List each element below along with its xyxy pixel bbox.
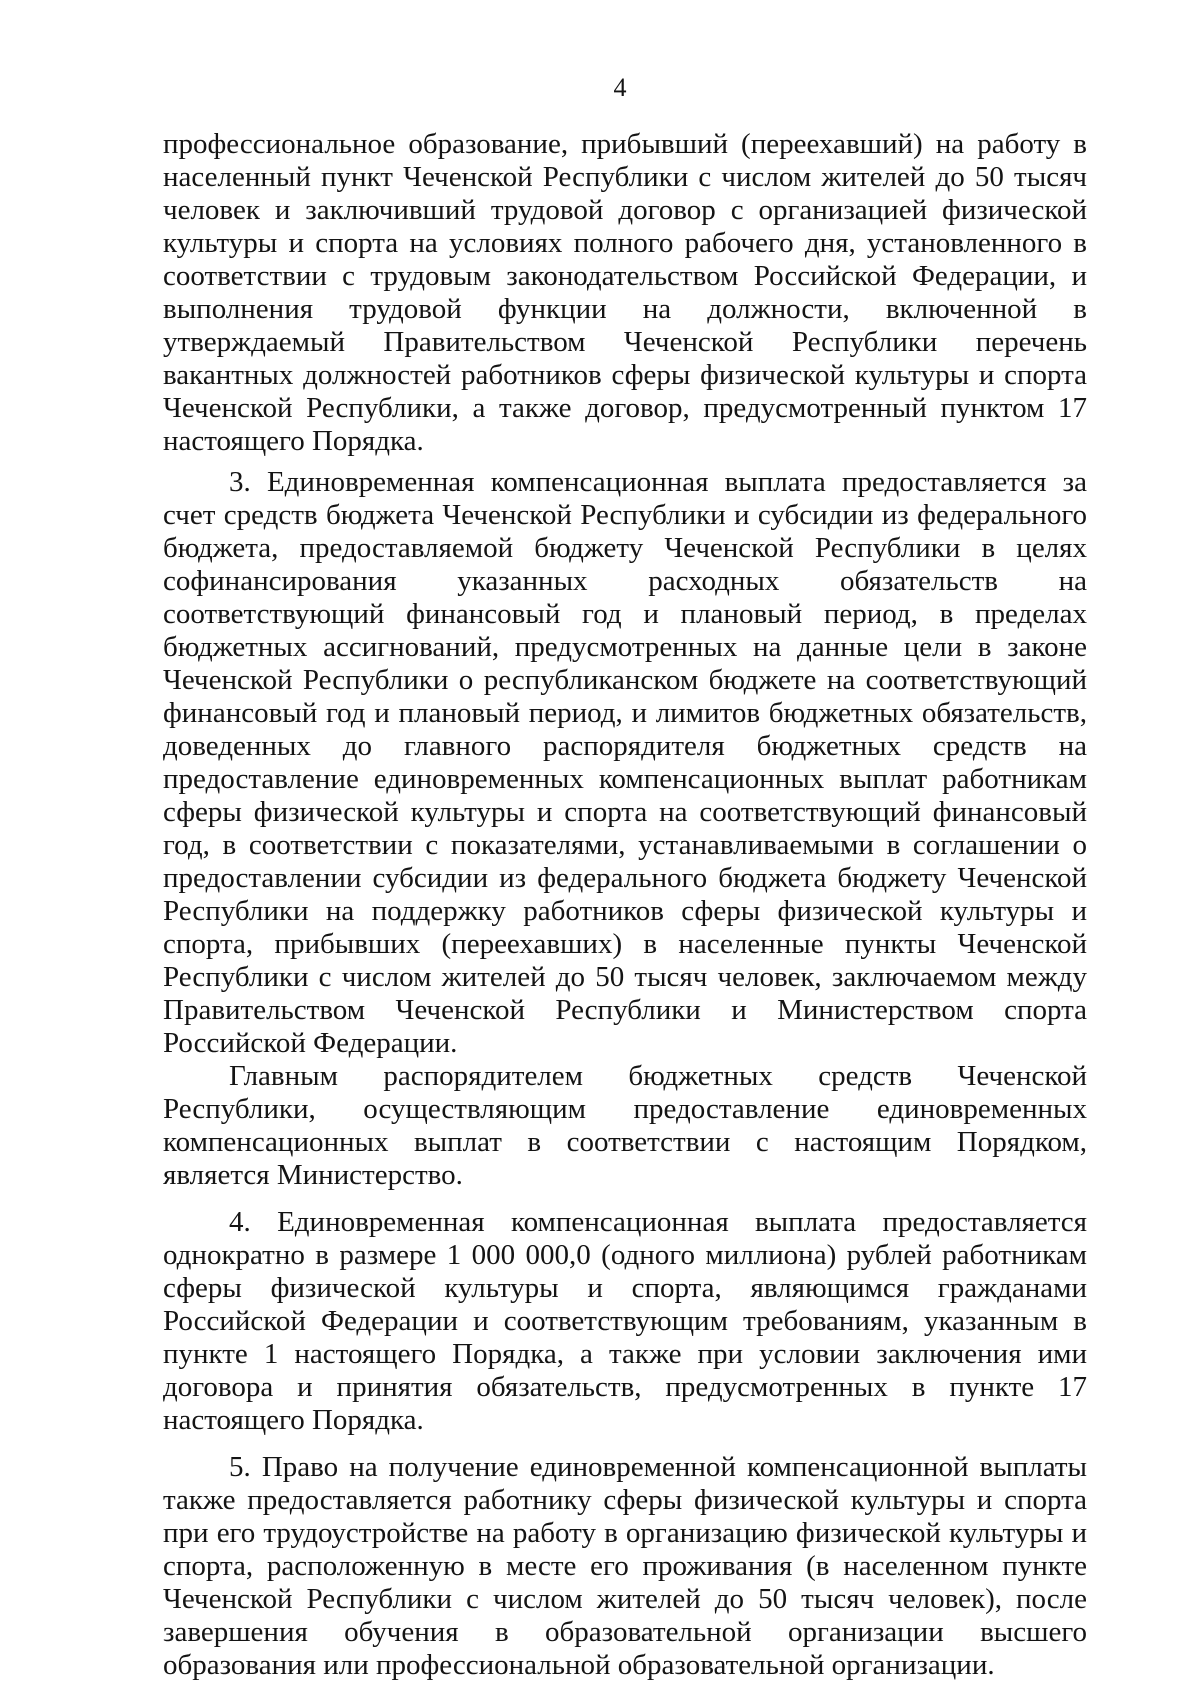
document-body — [163, 128, 1087, 1682]
page-number: 4 — [613, 73, 627, 102]
paragraph-item-5: 5. Право на получение единовременной компенсационной выплаты также предоставляется работнику сферы физической культуры и спорта при его трудоустройстве на работу в организацию физической культуры и спорта, расположенную в месте его проживания (в населенном пункте Чеченской Республики с числом жителей до 50 тысяч человек), после завершения обучения в образовательной организации высшего образования или профессиональной образовательной организации. — [163, 1451, 1087, 1681]
paragraph-chief-administrator: Главным распорядителем бюджетных средств Чеченской Республики, осуществляющим предоставление единовременных компенсационных выплат в соответствии с настоящим Порядком, является Министерство. — [163, 1060, 1087, 1191]
paragraph-item-3: 3. Единовременная компенсационная выплата предоставляется за счет средств бюджета Чеченской Республики и субсидии из федерального бюджета, предоставляемой бюджету Чеченской Республики в целях софинансирования указанных расходных обязательств на соответствующий финансовый год и плановый период, в пределах бюджетных ассигнований, предусмотренных на данные цели в законе Чеченской Республики о республиканском бюджете на соответствующий финансовый год и плановый период, и лимитов бюджетных обязательств, доведенных до главного распорядителя бюджетных средств на предоставление единовременных компенсационных выплат работникам сферы физической культуры и спорта на соответствующий финансовый год, в соответствии с показателями, устанавливаемыми в соглашении о предоставлении субсидии из федерального бюджета бюджету Чеченской Республики на поддержку работников сферы физической культуры и спорта, прибывших (переехавших) в населенные пункты Чеченской Республики с числом жителей до 50 тысяч человек, заключаемом между Правительством Чеченской Республики и Министерством спорта Российской Федерации. — [163, 466, 1087, 1059]
paragraph-continuation: профессиональное образование, прибывший (переехавший) на работу в населенный пункт Чеченской Республики с числом жителей до 50 тысяч человек и заключивший трудовой договор с организацией физической культуры и спорта на условиях полного рабочего дня, установленного в соответствии с трудовым законодательством Российской Федерации, и выполнения трудовой функции на должности, включенной в утверждаемый Правительством Чеченской Республики перечень вакантных должностей работников сферы физической культуры и спорта Чеченской Республики, а также договор, предусмотренный пунктом 17 настоящего Порядка. — [163, 128, 1087, 457]
paragraph-item-4: 4. Единовременная компенсационная выплата предоставляется однократно в размере 1 000 000,0 (одного миллиона) рублей работникам сферы физической культуры и спорта, являющимся гражданами Российской Федерации и соответствующим требованиям, указанным в пункте 1 настоящего Порядка, а также при условии заключения ими договора и принятия обязательств, предусмотренных в пункте 17 настоящего Порядка. — [163, 1206, 1087, 1436]
